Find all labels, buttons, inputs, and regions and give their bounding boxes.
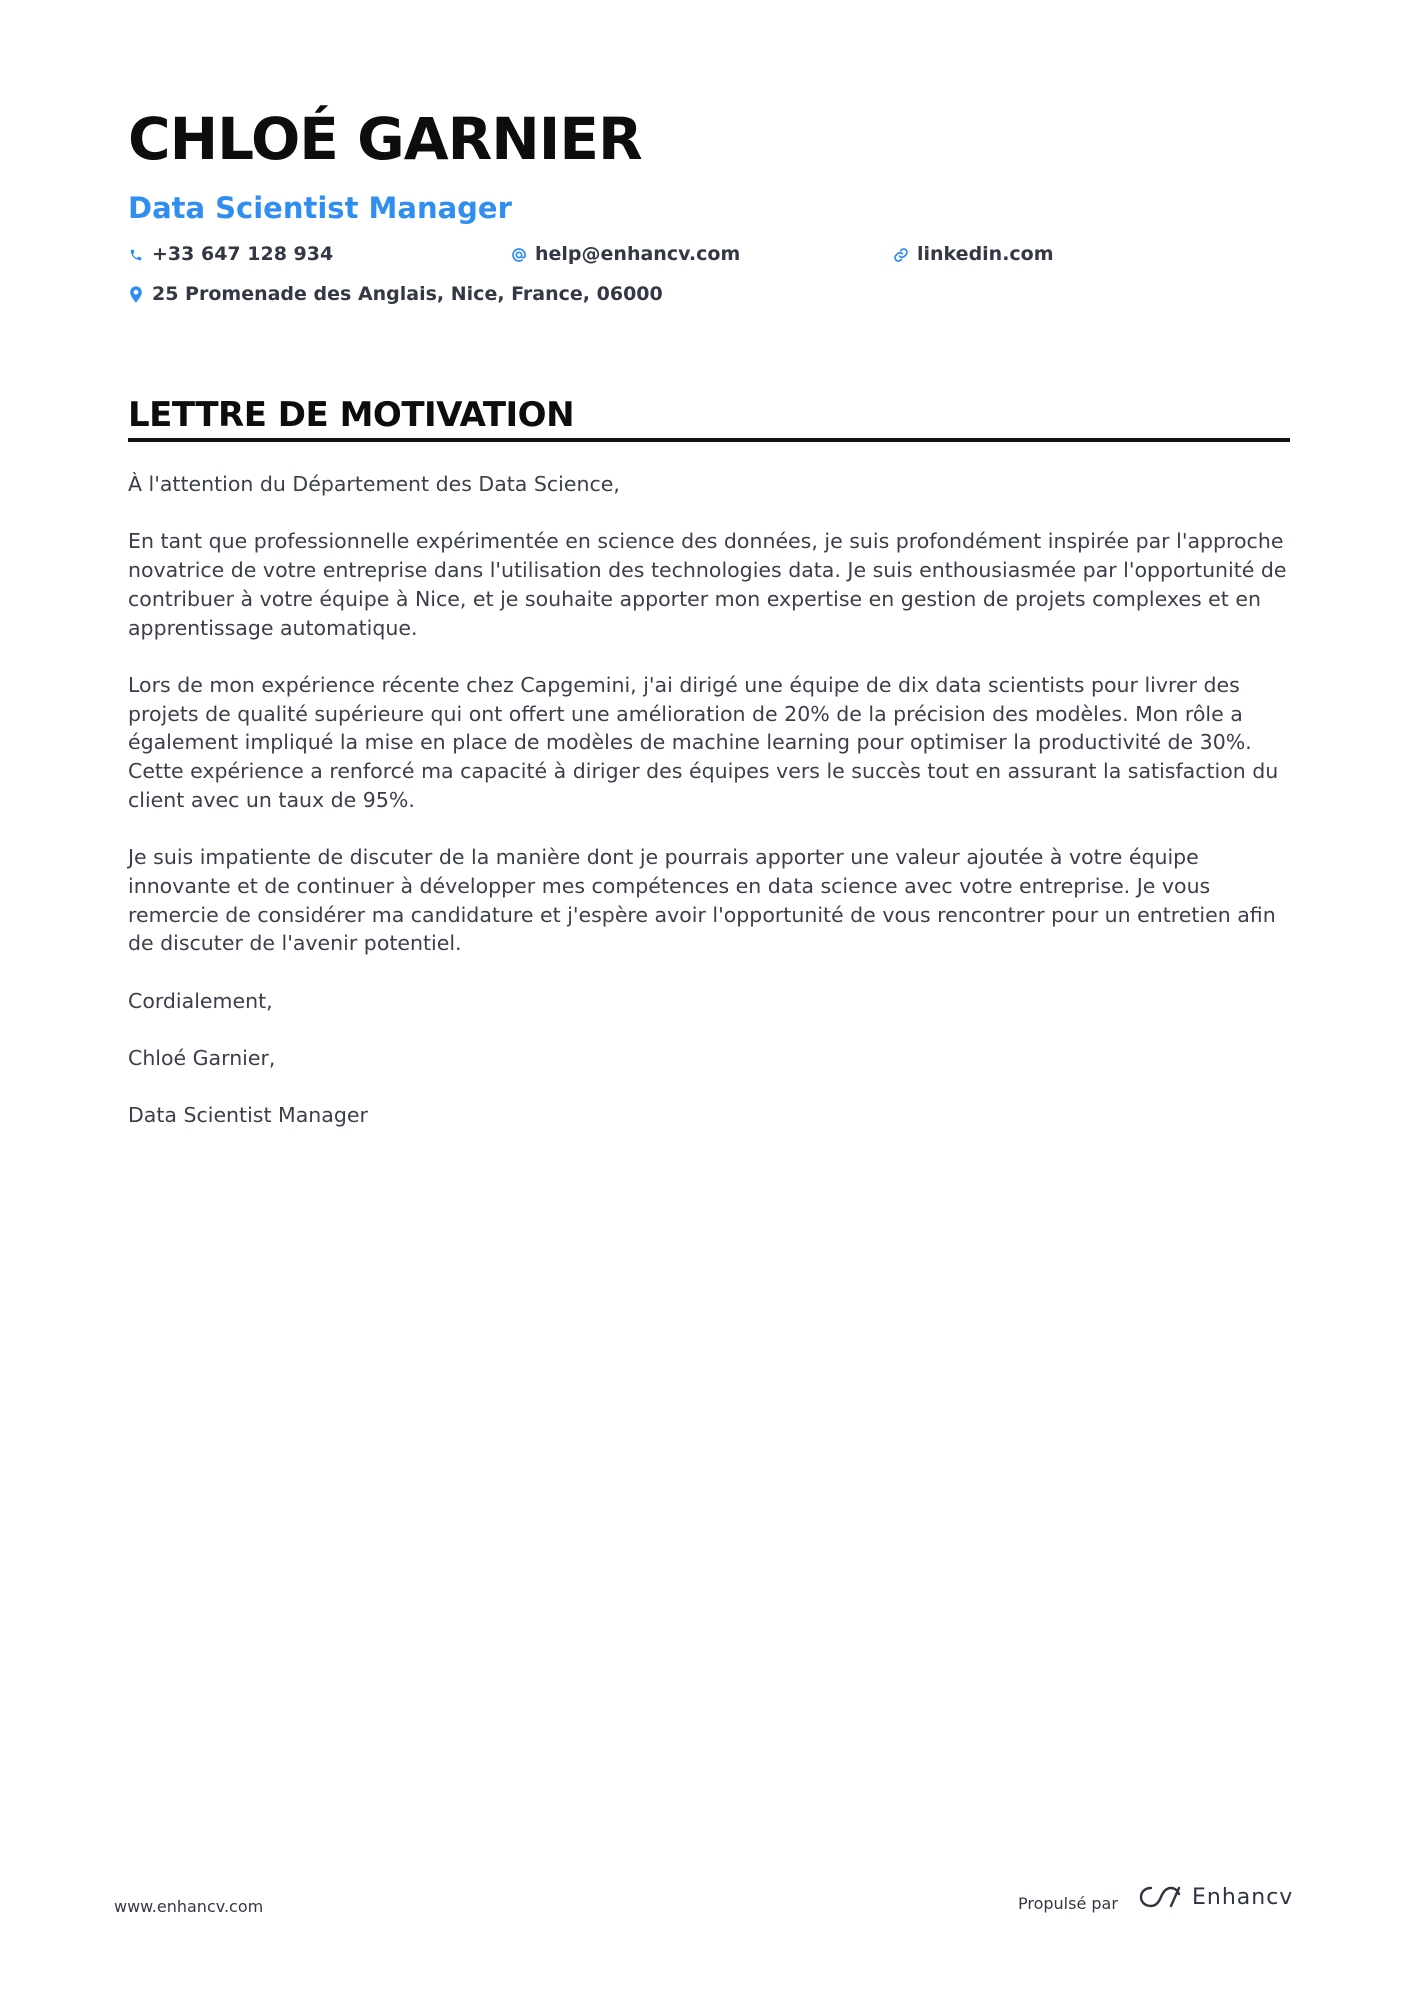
link-icon: [893, 246, 909, 264]
letter-paragraph: En tant que professionnelle expérimentée en science des données, je suis profondément inspirée par l'approche novatrice de votre entreprise dans l'utilisation des technologies data. Je suis enthousiasmée par l'opportunité de contribuer à votre équipe à Nice, et je souhaite apporter mon expertise en gestion de projets complexes et en apprentissage automatique.: [128, 529, 1287, 640]
contact-email[interactable]: [511, 245, 740, 264]
contact-linkedin[interactable]: [893, 245, 1054, 264]
linkedin-text: linkedin.com: [917, 243, 1054, 265]
contact-address: [128, 285, 663, 304]
letter-body: [128, 470, 1293, 1159]
candidate-name: CHLOÉ GARNIER: [128, 105, 642, 173]
contact-phone[interactable]: [128, 245, 333, 264]
location-pin-icon: [128, 286, 144, 304]
enhancv-logo[interactable]: [1138, 1884, 1293, 1910]
letter-closing: Cordialement,: [128, 988, 273, 1013]
section-title: LETTRE DE MOTIVATION: [128, 395, 575, 435]
enhancv-logo-text: Enhancv: [1192, 1884, 1294, 1910]
email-text: help@enhancv.com: [535, 243, 741, 265]
section-divider: [128, 438, 1290, 442]
candidate-role: Data Scientist Manager: [128, 191, 512, 225]
letter-paragraph: Je suis impatiente de discuter de la manière dont je pourrais apporter une valeur ajoutée à votre équipe innovante et de continuer à développer mes compétences en data science avec votre entreprise. Je vous remercie de considérer ma candidature et j'espère avoir l'opportunité de vous rencontrer pour un entretien afin de discuter de l'avenir potentiel.: [128, 845, 1276, 956]
signature-title: Data Scientist Manager: [128, 1103, 368, 1128]
phone-text: +33 647 128 934: [152, 243, 334, 265]
letter-salutation: À l'attention du Département des Data Science,: [128, 472, 620, 496]
at-icon: [511, 246, 527, 264]
enhancv-logo-icon: [1138, 1884, 1184, 1910]
footer-website[interactable]: www.enhancv.com: [114, 1897, 264, 1916]
letter-paragraph: Lors de mon expérience récente chez Capgemini, j'ai dirigé une équipe de dix data scientists pour livrer des projets de qualité supérieure qui ont offert une amélioration de 20% de la précision des modèles. Mon rôle a également impliqué la mise en place de modèles de machine learning pour optimiser la productivité de 30%. Cette expérience a renforcé ma capacité à diriger des équipes vers le succès tout en assurant la satisfaction du client avec un taux de 95%.: [128, 672, 1279, 812]
footer-powered-by: Propulsé par: [1018, 1894, 1118, 1913]
address-text: 25 Promenade des Anglais, Nice, France, 06000: [152, 283, 663, 305]
signature-name: Chloé Garnier,: [128, 1045, 276, 1070]
phone-icon: [128, 246, 144, 264]
